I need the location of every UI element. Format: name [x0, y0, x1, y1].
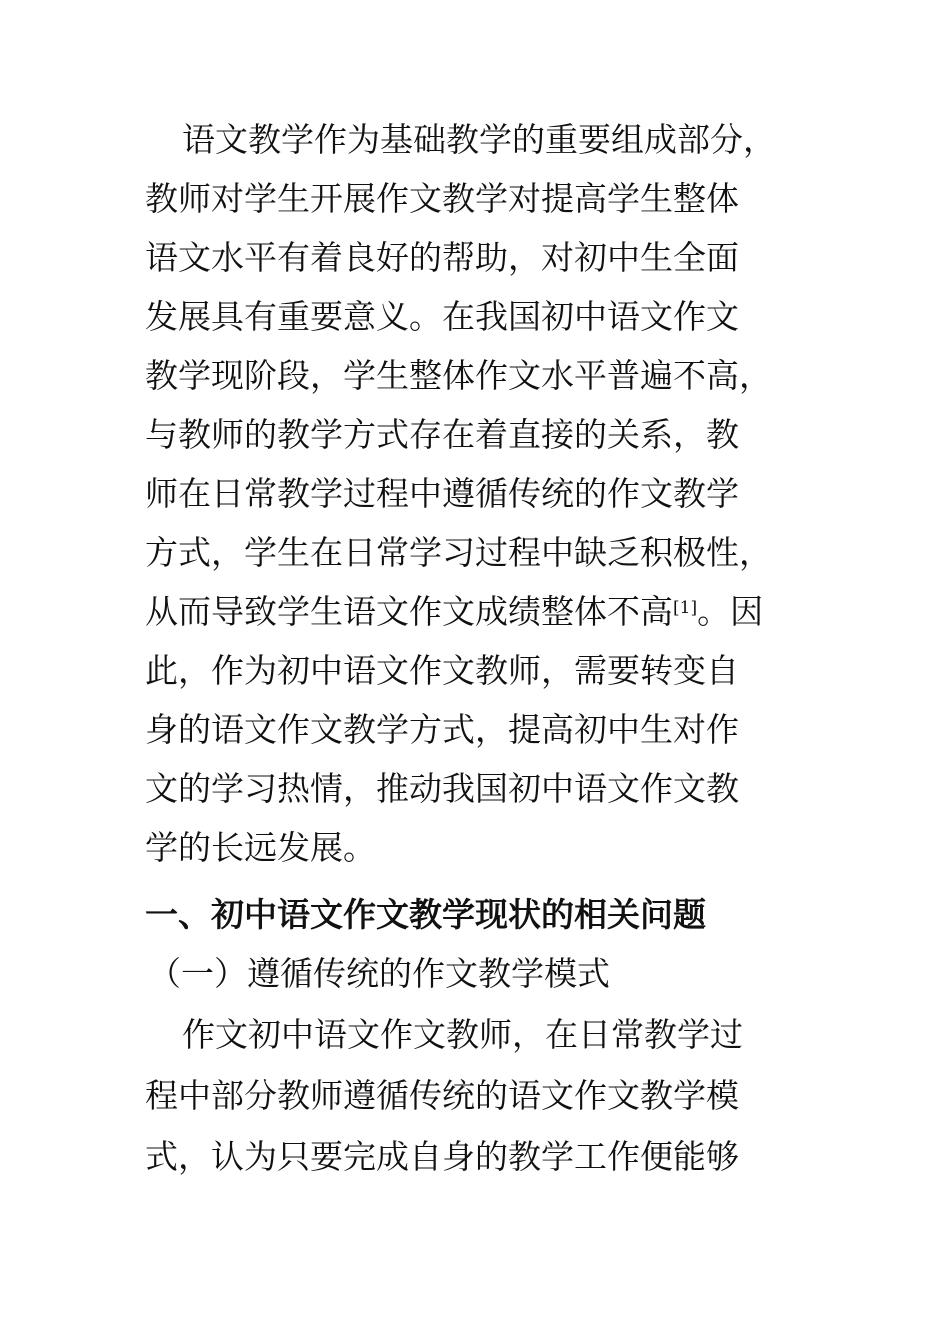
- paragraph-1-line-12: 文的学习热情，推动我国初中语文作文教: [145, 769, 739, 808]
- paragraph-1-line-8: 方式，学生在日常学习过程中缺乏积极性，: [145, 533, 772, 572]
- paragraph-2-line-3: 式，认为只要完成自身的教学工作便能够: [145, 1137, 739, 1176]
- paragraph-1-line-11: 身的语文作文教学方式，提高初中生对作: [145, 710, 739, 749]
- paragraph-1-line-13: 学的长远发展。: [145, 828, 376, 867]
- paragraph-1-line-1: 语文教学作为基础教学的重要组成部分，: [182, 120, 776, 159]
- paragraph-1-line-9: [145, 592, 825, 632]
- paragraph-2-line-2: 程中部分教师遵循传统的语文作文教学模: [145, 1076, 739, 1115]
- paragraph-1-line-9-text: 从而导致学生语文作文成绩整体不高: [145, 592, 673, 631]
- paragraph-1-line-5: 教学现阶段，学生整体作文水平普遍不高，: [145, 356, 772, 395]
- citation-marker: [1]: [673, 598, 698, 618]
- paragraph-1-line-3: 语文水平有着良好的帮助，对初中生全面: [145, 238, 739, 277]
- paragraph-1-line-10: 此，作为初中语文作文教师，需要转变自: [145, 651, 739, 690]
- paragraph-1-line-2: 教师对学生开展作文教学对提高学生整体: [145, 179, 739, 218]
- subsection-heading: （一）遵循传统的作文教学模式: [148, 954, 610, 993]
- paragraph-2-line-1: 作文初中语文作文教师，在日常教学过: [182, 1015, 743, 1054]
- paragraph-1-line-4: 发展具有重要意义。在我国初中语文作文: [145, 297, 739, 336]
- paragraph-1-line-7: 师在日常教学过程中遵循传统的作文教学: [145, 474, 739, 513]
- paragraph-1-line-9-tail: 。因: [697, 592, 764, 631]
- paragraph-1-line-6: 与教师的教学方式存在着直接的关系，教: [145, 415, 739, 454]
- section-heading: 一、初中语文作文教学现状的相关问题: [145, 895, 706, 934]
